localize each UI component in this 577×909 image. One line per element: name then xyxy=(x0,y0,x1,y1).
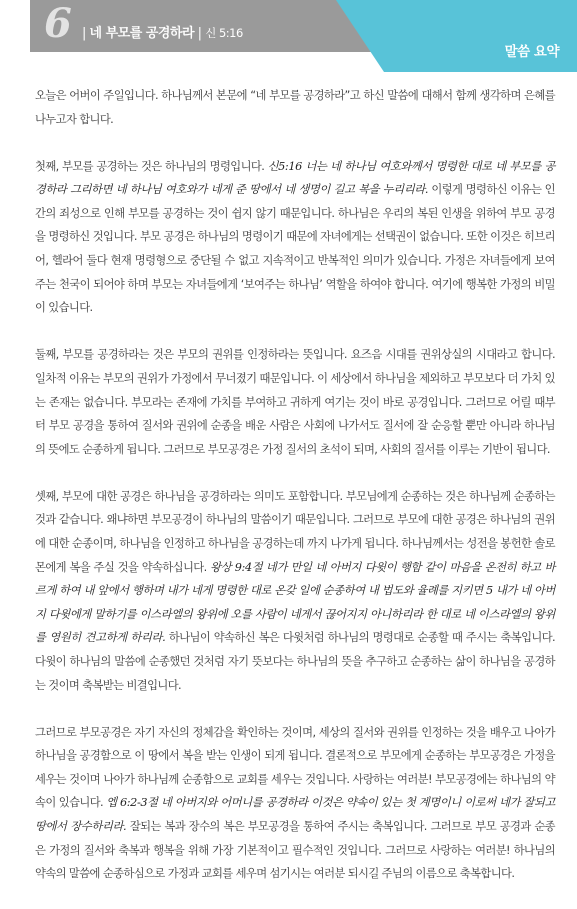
sermon-body xyxy=(35,84,555,909)
header-banner xyxy=(0,0,577,72)
paragraph-second: 둘째, 부모를 공경하라는 것은 부모의 권위를 인정하라는 뜻입니다. 요즈음 시대를 권위상실의 시대라고 합니다. 일차적 이유는 부모의 권위가 가정에서 무너졌기 때문입니다. 이 세상에서 하나님을 제외하고 부모보다 더 가치 있는 존재는 없습니다. 부모라는 존재에 가치를 부여하고 귀하게 여기는 것이 바로 공경입니다. 그러므로 어릴 때부터 부모 공경을 통하여 질서와 권위에 순종을 배운 사람은 사회에 나가서도 질서에 잘 순응할 뿐만 아니라 하나님의 뜻에도 순종하게 됩니다. 그러므로 부모공경은 가정 질서의 초석이 되며, 사회의 질서를 이루는 기반이 됩니다. xyxy=(35,348,555,456)
paragraph-intro: 오늘은 어버이 주일입니다. 하나님께서 본문에 “네 부모를 공경하라”고 하신 말씀에 대해서 함께 생각하며 은혜를 나누고자 합니다. xyxy=(35,89,555,126)
summary-badge: 말씀 요약 xyxy=(504,44,559,60)
scripture-quote: 왕상 9:4절 네가 만일 네 아버지 다윗이 행함 같이 마음을 온전히 하고 바르게 하여 내 앞에서 행하며 내가 네게 명령한 대로 온갖 일에 순종하여 내 법도와 율례를 지키면 5 내가 네 아버지 다윗에게 말하기를 이스라엘의 왕위에 오를 사람이 네게서 끊어지지 아니하리라 한 대로 네 이스라엘의 왕위를 영원히 견고하게 하리라. xyxy=(35,560,555,645)
paragraph-first: 첫째, 부모를 공경하는 것은 하나님의 명령입니다. 신5:16 너는 네 하나님 여호와께서 명령한 대로 네 부모를 공경하라 그리하면 네 하나님 여호와가 네게 준 땅에서 네 생명이 길고 복을 누리리라. 이렇게 명령하신 이유는 인간의 죄성으로 인해 부모를 공경하는 것이 쉽지 않기 때문입니다. 하나님은 우리의 복된 인생을 위하여 부모 공경을 명령하신 것입니다. 부모 공경은 하나님의 명령이기 때문에 자녀에게는 선택권이 없습니다. 또한 이것은 히브리어, 헬라어 둘다 현재 명령형으로 중단될 수 없고 지속적이고 반복적인 의미가 있습니다. 가정은 자녀들에게 보여주는 천국이 되어야 하며 부모는 자녀들에게 ‘보여주는 하나님’ 역할을 하여야 합니다. 여기에 행복한 가정의 비밀이 있습니다. xyxy=(35,159,555,315)
sermon-title: 네 부모를 공경하라 xyxy=(89,26,195,41)
scripture-quote: 엡 6:2-3절 네 아버지와 어머니를 공경하라 이것은 약속이 있는 첫 계명이니 이로써 네가 잘되고 땅에서 장수하리라. xyxy=(35,796,555,834)
scripture-reference: 신 5:16 xyxy=(205,26,243,40)
paragraph-third: 셋째, 부모에 대한 공경은 하나님을 공경하라는 의미도 포함합니다. 부모님에게 순종하는 것은 하나님께 순종하는 것과 같습니다. 왜냐하면 부모공경이 하나님의 말씀이기 때문입니다. 그러므로 부모에 대한 공경은 하나님의 권위에 대한 순종이며, 하나님을 인정하고 하나님을 공경하는데 까지 나가게 됩니다. 하나님께서는 성전을 봉헌한 솔로몬에게 복을 주실 것을 약속하십니다. 왕상 9:4절 네가 만일 네 아버지 다윗이 행함 같이 마음을 온전히 하고 바르게 하여 내 앞에서 행하며 내가 네게 명령한 대로 온갖 일에 순종하여 내 법도와 율례를 지키면 5 내가 네 아버지 다윗에게 말하기를 이스라엘의 왕위에 오를 사람이 네게서 끊어지지 아니하리라 한 대로 네 이스라엘의 왕위를 영원히 견고하게 하리라. 하나님이 약속하신 복은 다윗처럼 하나님의 명령대로 순종할 때 주시는 축복입니다. 다윗이 하나님의 말씀에 순종했던 것처럼 자기 뜻보다는 하나님의 뜻을 추구하고 순종하는 삶이 하나님을 공경하는 것이며 축복받는 비결입니다. xyxy=(35,489,555,692)
paragraph-conclusion: 그러므로 부모공경은 자기 자신의 정체감을 확인하는 것이며, 세상의 질서와 권위를 인정하는 것을 배우고 나아가 하나님을 공경함으로 이 땅에서 복을 받는 인생이 되게 됩니다. 결론적으로 부모에게 순종하는 부모공경은 가정을 세우는 것이며 나아가 하나님께 순종함으로 교회를 세우는 것입니다. 사랑하는 여러분! 부모공경에는 하나님의 약속이 있습니다. 엡 6:2-3절 네 아버지와 어머니를 공경하라 이것은 약속이 있는 첫 계명이니 이로써 네가 잘되고 땅에서 장수하리라. 잘되는 복과 장수의 복은 부모공경을 통하여 주시는 축복입니다. 그러므로 부모 공경과 순종은 가정의 질서와 축복과 행복을 위해 가장 기본적이고 필수적인 것입니다. 그러므로 사랑하는 여러분! 하나님의 약속의 말씀에 순종하심으로 가정과 교회를 세우며 섬기시는 여러분 되시길 주님의 이름으로 축복합니다. xyxy=(35,725,555,881)
section-number: 6 xyxy=(44,0,72,47)
page-title: | 네 부모를 공경하라 | 신 5:16 xyxy=(82,26,243,41)
scripture-quote: 신5:16 너는 네 하나님 여호와께서 명령한 대로 네 부모를 공경하라 그리하면 네 하나님 여호와가 네게 준 땅에서 네 생명이 길고 복을 누리리라. xyxy=(35,159,555,197)
